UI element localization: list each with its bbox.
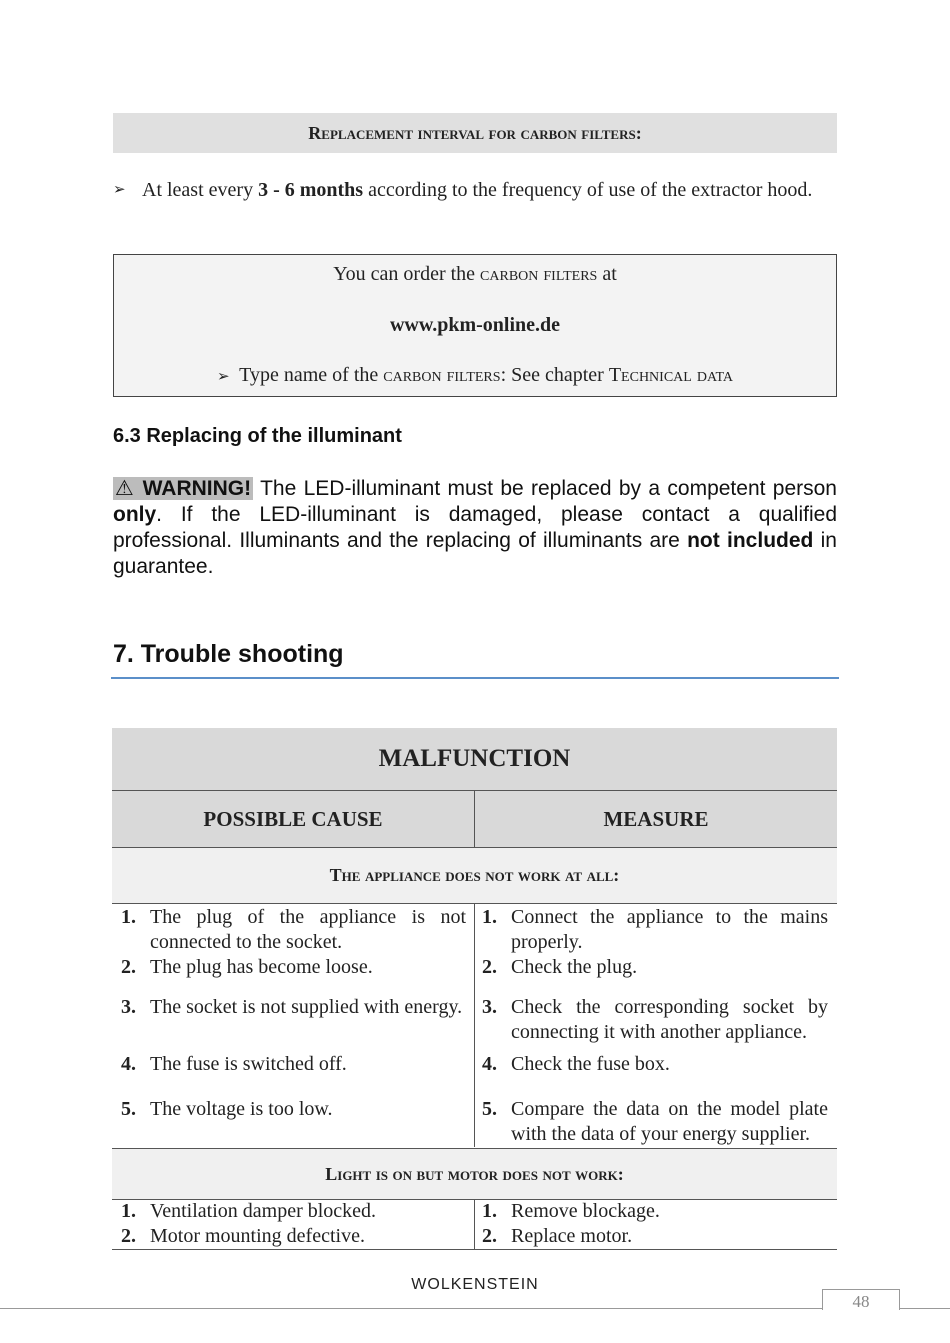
column-headers (112, 791, 837, 848)
cause-item: 4. The fuse is switched off. (121, 1053, 347, 1075)
measure-item: 3. Check the corresponding socket by connecting it with another appliance. (482, 996, 828, 1043)
cause-item: 3. The socket is not supplied with energy. (121, 996, 463, 1018)
warning-paragraph: ⚠ WARNING! The LED-illuminant must be replaced by a competent person only. If the LED-illuminant is damaged, please contact a qualified professional. Illuminants and the replacing of illuminants are not included in guarantee. (113, 477, 837, 578)
measure-item: 2. Check the plug. (482, 956, 638, 978)
cause-item: 2. Motor mounting defective. (121, 1225, 365, 1247)
measure-item: 5. Compare the data on the model plate with the data of your energy supplier. (482, 1098, 828, 1145)
heading-divider (111, 677, 839, 679)
measure-item: 4. Check the fuse box. (482, 1053, 670, 1075)
section-7-title: 7. Trouble shooting (113, 640, 344, 668)
order-info-box (113, 254, 837, 397)
section-motor-not-working: Light is on but motor does not work: (112, 1148, 837, 1200)
table-bottom-border (112, 1249, 837, 1250)
section-not-working: The appliance does not work at all: (112, 848, 837, 904)
carbon-interval-text: At least every 3 - 6 months according to the frequency of use of the extractor hood. (142, 179, 813, 201)
malfunction-header: MALFUNCTION (112, 728, 837, 791)
page-number: 48 (822, 1289, 900, 1310)
carbon-interval-bullet (113, 178, 837, 203)
arrow-bullet-icon: ➢ (216, 369, 230, 385)
measure-header: MEASURE (603, 807, 709, 831)
footer-rule (0, 1308, 950, 1309)
cause-item: 1. The plug of the appliance is not connected to the socket. (121, 906, 466, 953)
measure-item: 2. Replace motor. (482, 1225, 633, 1247)
brand-logo: WOLKENSTEIN (411, 1276, 539, 1293)
type-name-line: ➢ Type name of the carbon filters: See chapter Technical data (216, 364, 734, 386)
order-line: You can order the carbon filters at (333, 263, 617, 285)
possible-cause-header: POSSIBLE CAUSE (112, 791, 475, 847)
measure-item: 1. Connect the appliance to the mains properly. (482, 906, 828, 953)
shop-url[interactable]: www.pkm-online.de (389, 314, 561, 336)
arrow-bullet-icon: ➢ (113, 182, 126, 198)
carbon-filter-heading: Replacement interval for carbon filters: (113, 113, 837, 153)
warning-label: ⚠ WARNING! (115, 477, 252, 500)
column-divider (474, 1199, 475, 1250)
section-6-3-title: 6.3 Replacing of the illuminant (113, 425, 402, 447)
cause-item: 5. The voltage is too low. (121, 1098, 333, 1120)
measure-item: 1. Remove blockage. (482, 1200, 660, 1222)
column-divider (474, 904, 475, 1147)
cause-item: 1. Ventilation damper blocked. (121, 1200, 377, 1222)
cause-item: 2. The plug has become loose. (121, 956, 373, 978)
